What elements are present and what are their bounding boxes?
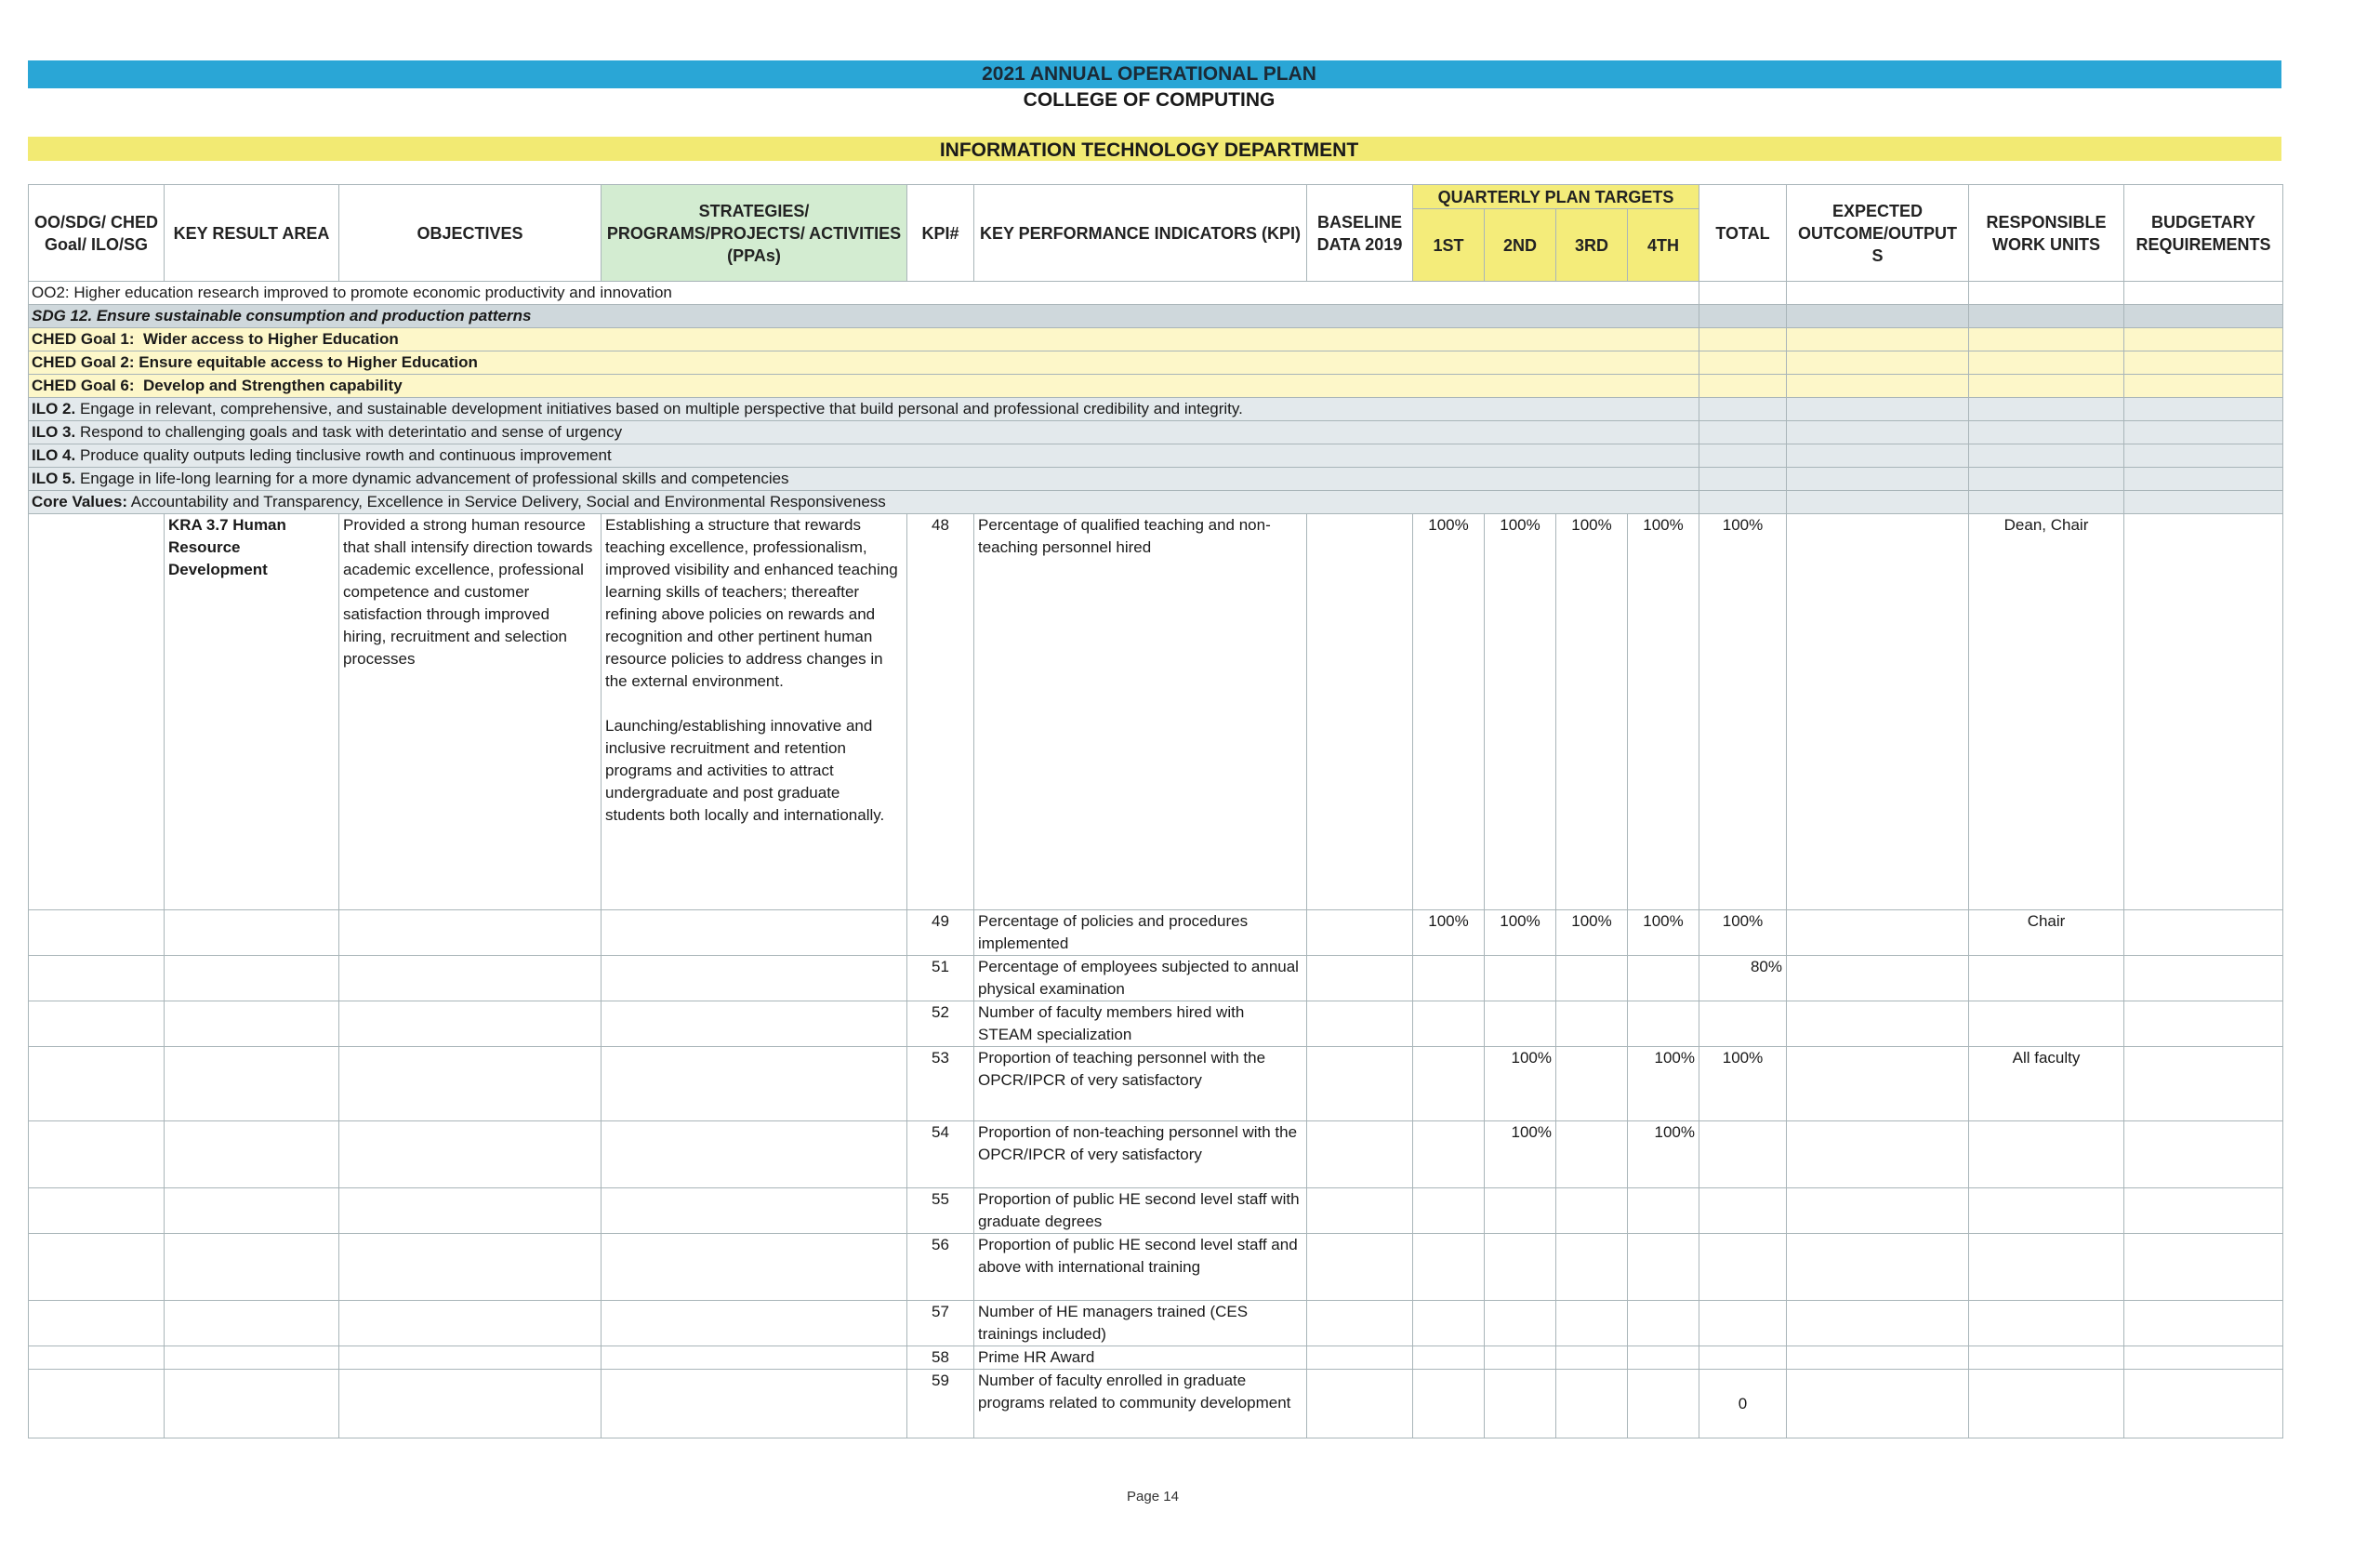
cell-total (1699, 1001, 1787, 1047)
cell-q1 (1413, 1121, 1485, 1188)
band-ilo4: ILO 4. Produce quality outputs leding tinclusive rowth and continuous improvement (29, 444, 1699, 468)
cell-q3: 100% (1556, 514, 1628, 910)
cell-q2 (1485, 1234, 1556, 1301)
cell-q1 (1413, 1301, 1485, 1346)
band-ched1: CHED Goal 1: Wider access to Higher Education (29, 328, 1699, 351)
cell-q3 (1556, 956, 1628, 1001)
cell-objective: Provided a strong human resource that shall intensify direction towards academic excellence, professional competence and customer satisfaction through improved hiring, recruitment and selection processes (339, 514, 602, 910)
col-header-kpi: KEY PERFORMANCE INDICATORS (KPI) (974, 185, 1307, 282)
band-row-ched1 (29, 328, 2283, 351)
col-header-kra: KEY RESULT AREA (165, 185, 339, 282)
cell-q4 (1628, 1370, 1699, 1438)
cell-total: 80% (1699, 956, 1787, 1001)
cell-q3 (1556, 1234, 1628, 1301)
col-header-strategies: STRATEGIES/ PROGRAMS/PROJECTS/ ACTIVITIES (PPAs) (602, 185, 907, 282)
table-row (29, 910, 2283, 956)
band-row-ilo3 (29, 421, 2283, 444)
cell-kpi: Percentage of qualified teaching and non-teaching personnel hired (974, 514, 1307, 910)
band-row-ched6 (29, 375, 2283, 398)
cell-total: 100% (1699, 910, 1787, 956)
band-row-ilo5 (29, 468, 2283, 491)
cell-kpi: Percentage of employees subjected to annual physical examination (974, 956, 1307, 1001)
band-row-ilo2 (29, 398, 2283, 421)
cell-strategies (602, 514, 907, 910)
cell-q4: 100% (1628, 514, 1699, 910)
cell-q1 (1413, 1234, 1485, 1301)
cell-kpi: Number of HE managers trained (CES trainings included) (974, 1301, 1307, 1346)
cell-q1 (1413, 1370, 1485, 1438)
strategy-2: Launching/establishing innovative and inclusive recruitment and retention programs and activities to attract undergraduate and post graduate students both locally and internationally. (605, 717, 885, 824)
col-header-objectives: OBJECTIVES (339, 185, 602, 282)
col-header-responsible: RESPONSIBLE WORK UNITS (1969, 185, 2124, 282)
cell-q2: 100% (1485, 514, 1556, 910)
cell-q2 (1485, 1188, 1556, 1234)
cell-responsible (1969, 1188, 2124, 1234)
cell-total (1699, 1121, 1787, 1188)
cell-kpi-no: 53 (907, 1047, 974, 1121)
col-header-baseline: BASELINE DATA 2019 (1307, 185, 1413, 282)
cell-responsible (1969, 1346, 2124, 1370)
col-header-outcome: EXPECTED OUTCOME/OUTPUT S (1787, 185, 1969, 282)
cell-kra: KRA 3.7 Human Resource Development (165, 514, 339, 910)
cell-q4 (1628, 956, 1699, 1001)
cell-kpi-no: 51 (907, 956, 974, 1001)
cell-kpi: Prime HR Award (974, 1346, 1307, 1370)
table-row (29, 1370, 2283, 1438)
cell-q4: 100% (1628, 1047, 1699, 1121)
cell-q3 (1556, 1047, 1628, 1121)
cell-kpi-no: 59 (907, 1370, 974, 1438)
band-row-ched2 (29, 351, 2283, 375)
cell-q2 (1485, 1370, 1556, 1438)
cell-kpi-no: 54 (907, 1121, 974, 1188)
cell-q1: 100% (1413, 910, 1485, 956)
table-row (29, 956, 2283, 1001)
cell-kpi-no: 56 (907, 1234, 974, 1301)
cell-responsible: All faculty (1969, 1047, 2124, 1121)
cell-kpi-no: 48 (907, 514, 974, 910)
cell-responsible (1969, 1370, 2124, 1438)
cell-kpi: Number of faculty enrolled in graduate programs related to community development (974, 1370, 1307, 1438)
band-row-core-values (29, 491, 2283, 514)
cell-kpi: Percentage of policies and procedures implemented (974, 910, 1307, 956)
col-header-total: TOTAL (1699, 185, 1787, 282)
cell-q1 (1413, 1346, 1485, 1370)
cell-q1 (1413, 1001, 1485, 1047)
cell-q3 (1556, 1346, 1628, 1370)
cell-kpi: Proportion of non-teaching personnel with the OPCR/IPCR of very satisfactory (974, 1121, 1307, 1188)
cell-kpi: Proportion of public HE second level staff with graduate degrees (974, 1188, 1307, 1234)
cell-q2: 100% (1485, 1121, 1556, 1188)
cell-q3 (1556, 1301, 1628, 1346)
cell-total (1699, 1301, 1787, 1346)
col-header-quarterly: QUARTERLY PLAN TARGETS (1413, 185, 1699, 209)
cell-responsible (1969, 1301, 2124, 1346)
cell-kpi: Number of faculty members hired with STEAM specialization (974, 1001, 1307, 1047)
col-header-q3: 3RD (1556, 209, 1628, 282)
plan-title: 2021 ANNUAL OPERATIONAL PLAN (982, 63, 1316, 85)
col-header-oo: OO/SDG/ CHED Goal/ ILO/SG (29, 185, 165, 282)
col-header-budget: BUDGETARY REQUIREMENTS (2124, 185, 2283, 282)
cell-total (1699, 1188, 1787, 1234)
operational-plan-table-wrapper (28, 184, 2282, 1438)
cell-kpi: Proportion of teaching personnel with the OPCR/IPCR of very satisfactory (974, 1047, 1307, 1121)
col-header-q1: 1ST (1413, 209, 1485, 282)
cell-q4: 100% (1628, 910, 1699, 956)
cell-q3 (1556, 1121, 1628, 1188)
table-row (29, 1001, 2283, 1047)
cell-total (1699, 1234, 1787, 1301)
cell-q2: 100% (1485, 910, 1556, 956)
page-number: Page 14 (1127, 1489, 1179, 1505)
cell-q1: 100% (1413, 514, 1485, 910)
cell-q3 (1556, 1188, 1628, 1234)
cell-q1 (1413, 956, 1485, 1001)
cell-q2 (1485, 1346, 1556, 1370)
cell-q3 (1556, 1001, 1628, 1047)
col-header-q2: 2ND (1485, 209, 1556, 282)
cell-total: 0 (1699, 1370, 1787, 1438)
table-row (29, 1301, 2283, 1346)
cell-outcome (1787, 514, 1969, 910)
college-name: COLLEGE OF COMPUTING (1023, 89, 1276, 111)
cell-q4 (1628, 1346, 1699, 1370)
cell-q2 (1485, 956, 1556, 1001)
table-row (29, 1188, 2283, 1234)
cell-kpi: Proportion of public HE second level staff and above with international training (974, 1234, 1307, 1301)
department-name: INFORMATION TECHNOLOGY DEPARTMENT (939, 139, 1359, 161)
cell-q1 (1413, 1188, 1485, 1234)
band-ched6: CHED Goal 6: Develop and Strengthen capability (29, 375, 1699, 398)
cell-q3 (1556, 1370, 1628, 1438)
cell-total: 100% (1699, 514, 1787, 910)
band-ilo3: ILO 3. Respond to challenging goals and task with deterintatio and sense of urgency (29, 421, 1699, 444)
cell-responsible (1969, 1234, 2124, 1301)
cell-kpi-no: 52 (907, 1001, 974, 1047)
table-row (29, 1121, 2283, 1188)
cell-q1 (1413, 1047, 1485, 1121)
band-row-oo2 (29, 282, 2283, 305)
cell-budget (2124, 514, 2283, 910)
band-oo2: OO2: Higher education research improved to promote economic productivity and innovation (29, 282, 1699, 305)
cell-baseline (1307, 514, 1413, 910)
band-ilo2: ILO 2. Engage in relevant, comprehensive, and sustainable development initiatives based on multiple perspective that build personal and professional credibility and integrity. (29, 398, 1699, 421)
cell-responsible (1969, 1001, 2124, 1047)
cell-q4 (1628, 1001, 1699, 1047)
strategy-1: Establishing a structure that rewards teaching excellence, professionalism, improved visibility and enhanced teaching learning skills of teachers; thereafter refining above policies on rewards and recognition and other pertinent human resource policies to address changes in the external environment. (605, 516, 898, 690)
table-row (29, 514, 2283, 910)
cell-responsible: Dean, Chair (1969, 514, 2124, 910)
band-ilo5: ILO 5. Engage in life-long learning for a more dynamic advancement of professional skills and competencies (29, 468, 1699, 491)
cell-q4: 100% (1628, 1121, 1699, 1188)
cell-kpi-no: 55 (907, 1188, 974, 1234)
cell-responsible (1969, 956, 2124, 1001)
cell-oo (29, 514, 165, 910)
cell-total: 100% (1699, 1047, 1787, 1121)
cell-responsible (1969, 1121, 2124, 1188)
col-header-kpi-no: KPI# (907, 185, 974, 282)
table-row (29, 1234, 2283, 1301)
band-row-ilo4 (29, 444, 2283, 468)
cell-q4 (1628, 1234, 1699, 1301)
cell-q2: 100% (1485, 1047, 1556, 1121)
band-row-sdg (29, 305, 2283, 328)
table-row (29, 1346, 2283, 1370)
cell-kpi-no: 58 (907, 1346, 974, 1370)
cell-responsible: Chair (1969, 910, 2124, 956)
cell-total (1699, 1346, 1787, 1370)
band-core-values: Core Values: Accountability and Transparency, Excellence in Service Delivery, Social and Environmental Responsiveness (29, 491, 1699, 514)
cell-q3: 100% (1556, 910, 1628, 956)
cell-kpi-no: 49 (907, 910, 974, 956)
cell-q4 (1628, 1301, 1699, 1346)
cell-q2 (1485, 1001, 1556, 1047)
cell-q4 (1628, 1188, 1699, 1234)
col-header-q4: 4TH (1628, 209, 1699, 282)
band-sdg12: SDG 12. Ensure sustainable consumption and production patterns (29, 305, 1699, 328)
cell-q2 (1485, 1301, 1556, 1346)
band-ched2: CHED Goal 2: Ensure equitable access to Higher Education (29, 351, 1699, 375)
operational-plan-table (28, 184, 2283, 1438)
cell-kpi-no: 57 (907, 1301, 974, 1346)
table-row (29, 1047, 2283, 1121)
